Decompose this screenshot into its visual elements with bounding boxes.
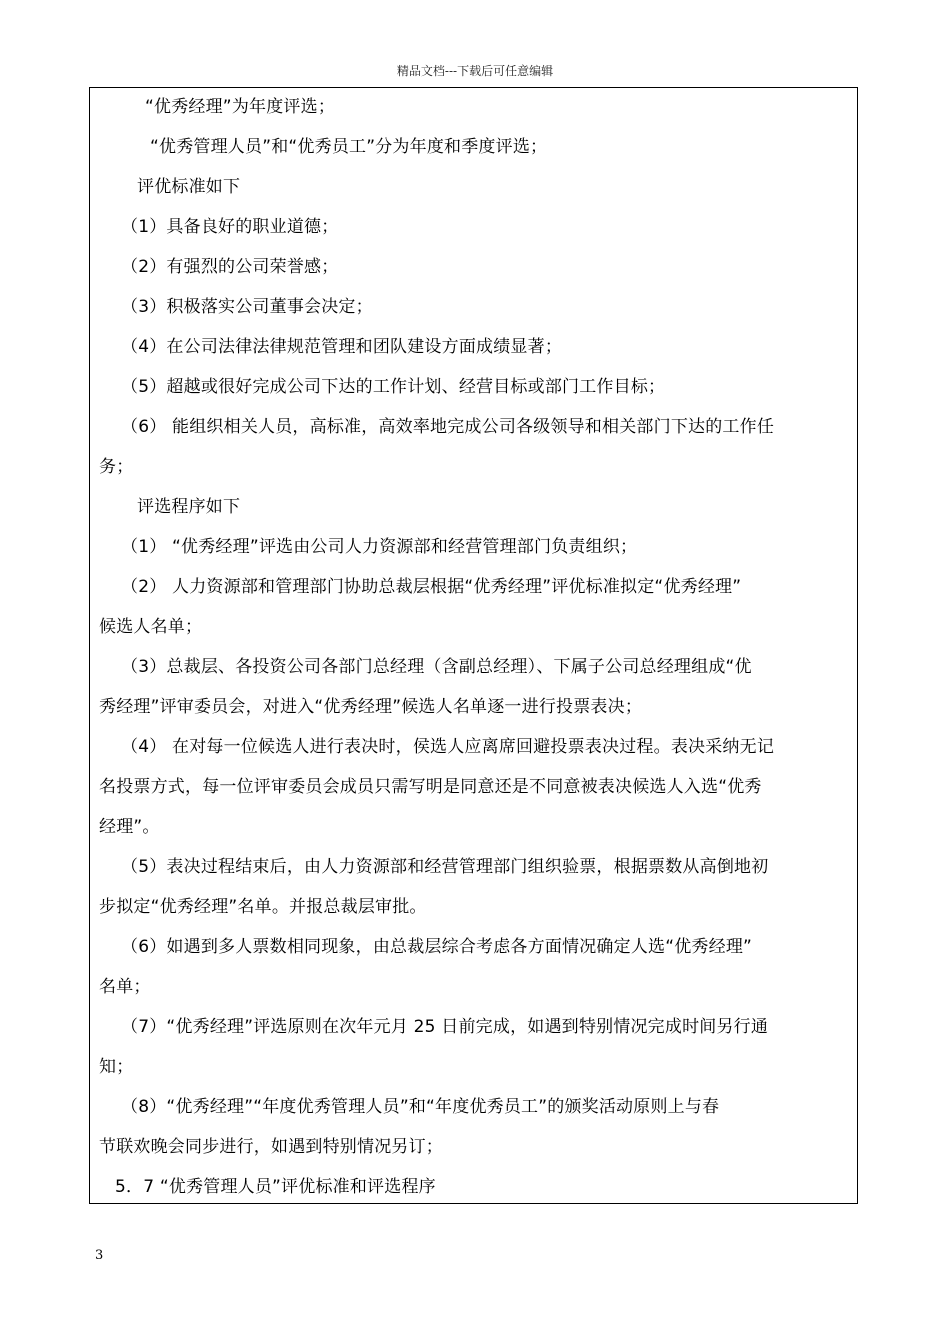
page-number: 3: [95, 1248, 104, 1263]
text-line: 评选程序如下: [137, 497, 241, 517]
text-line: 务；: [99, 457, 134, 477]
text-line: （5）超越或很好完成公司下达的工作计划、经营目标或部门工作目标；: [121, 377, 666, 397]
text-line: （2） 人力资源部和管理部门协助总裁层根据“优秀经理”评优标准拟定“优秀经理”: [121, 577, 742, 597]
text-line: （3）总裁层、各投资公司各部门总经理（含副总经理）、下属子公司总经理组成“优: [121, 657, 752, 677]
text-line: 节联欢晚会同步进行，如遇到特别情况另订；: [99, 1137, 443, 1157]
text-line: （2）有强烈的公司荣誉感；: [121, 257, 339, 277]
text-line: 名投票方式，每一位评审委员会成员只需写明是同意还是不同意被表决候选人入选“优秀: [99, 777, 762, 797]
text-line: “优秀管理人员”和“优秀员工”分为年度和季度评选；: [150, 137, 548, 157]
text-line: （6）如遇到多人票数相同现象，由总裁层综合考虑各方面情况确定人选“优秀经理”: [121, 937, 753, 957]
text-line: 名单；: [99, 977, 151, 997]
section-heading: 5．7 “优秀管理人员”评优标准和评选程序: [115, 1177, 436, 1197]
text-line: （3）积极落实公司董事会决定；: [121, 297, 373, 317]
text-line: （4） 在对每一位候选人进行表决时，侯选人应离席回避投票表决过程。表决采纳无记: [121, 737, 775, 757]
text-line: 秀经理”评审委员会，对进入“优秀经理”候选人名单逐一进行投票表决；: [99, 697, 643, 717]
text-line: （1） “优秀经理”评选由公司人力资源部和经营管理部门负责组织；: [121, 537, 638, 557]
text-line: （5）表决过程结束后，由人力资源部和经营管理部门组织验票，根据票数从高倒地初: [121, 857, 769, 877]
text-line: （8）“优秀经理”“年度优秀管理人员”和“年度优秀员工”的颁奖活动原则上与春: [121, 1097, 720, 1117]
text-line: 评优标准如下: [137, 177, 241, 197]
text-line: 知；: [99, 1057, 134, 1077]
text-line: （7）“优秀经理”评选原则在次年元月 25 日前完成，如遇到特别情况完成时间另行通: [121, 1017, 769, 1037]
content-box: [89, 87, 858, 1204]
text-line: 经理”。: [99, 817, 160, 837]
page-header: 精品文档---下载后可任意编辑: [396, 64, 554, 78]
text-line: （4）在公司法律法律规范管理和团队建设方面成绩显著；: [121, 337, 563, 357]
text-line: 候选人名单；: [99, 617, 203, 637]
text-line: （1）具备良好的职业道德；: [121, 217, 339, 237]
text-line: 步拟定“优秀经理”名单。并报总裁层审批。: [99, 897, 427, 917]
text-line: （6） 能组织相关人员，高标准，高效率地完成公司各级领导和相关部门下达的工作任: [121, 417, 775, 437]
text-line: “优秀经理”为年度评选；: [145, 97, 336, 117]
